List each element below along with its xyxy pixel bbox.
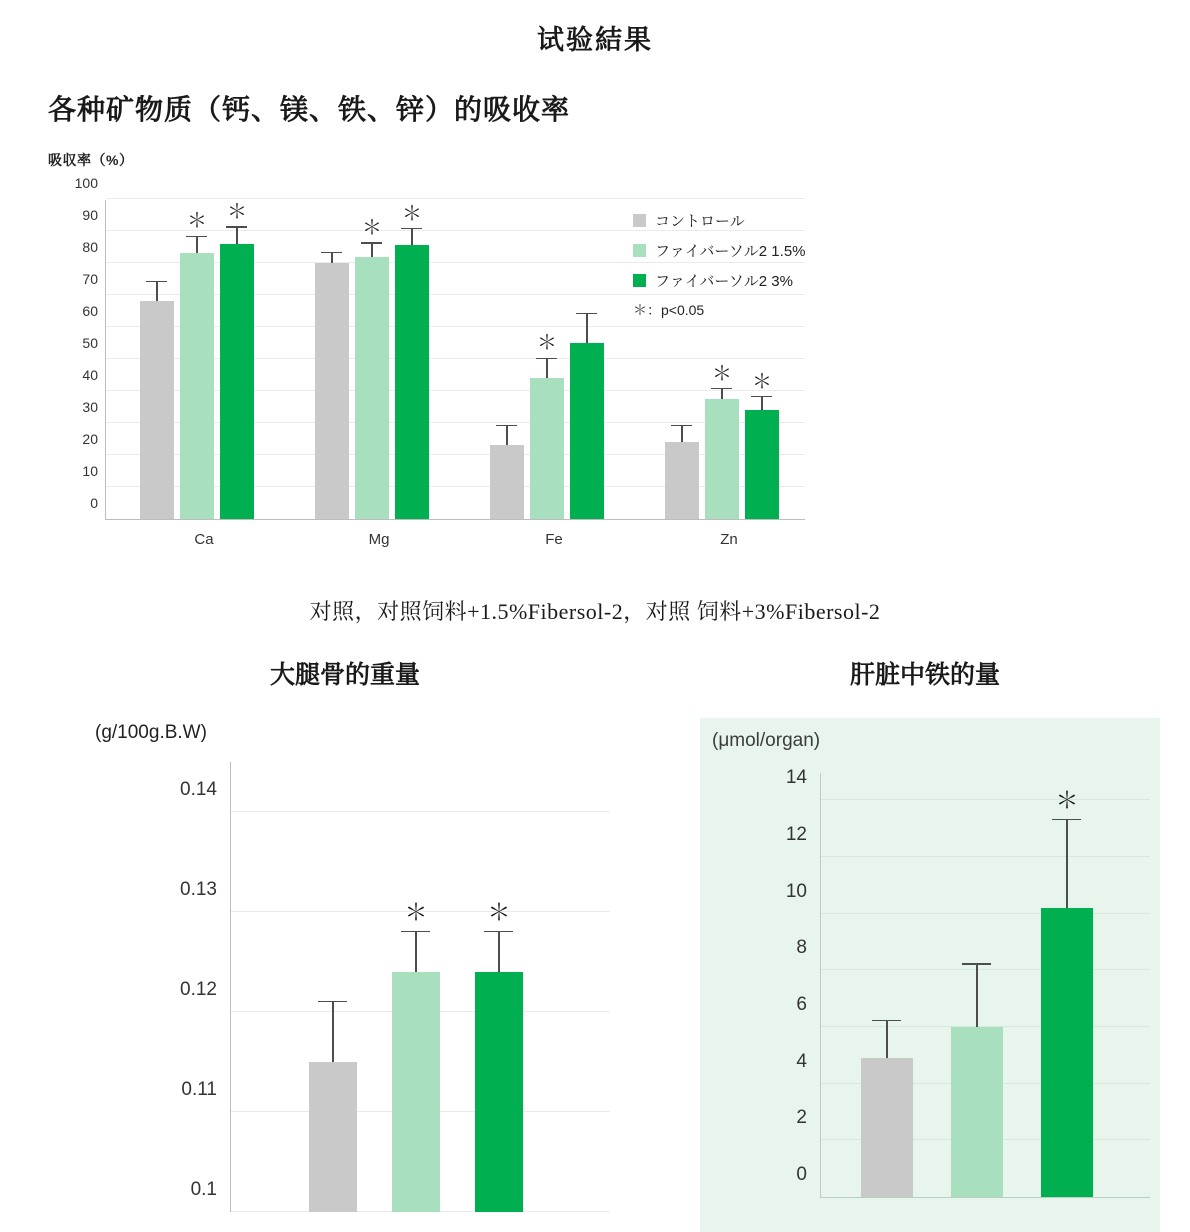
star-femur-15: ＊: [404, 899, 428, 925]
chart1-xtick-ca: Ca: [194, 531, 214, 548]
legend-item-15: [633, 240, 806, 261]
bar-fe-control: [490, 445, 524, 519]
bar-mg-15: [355, 257, 389, 519]
chart2-ytick: 0.12: [180, 979, 217, 1000]
legend-label: ファイバーソル2 3%: [655, 273, 793, 290]
chart1-xtick-zn: Zn: [720, 531, 738, 548]
chart3-ytick: 8: [796, 937, 807, 959]
star-fe-15: ＊: [537, 332, 557, 354]
star-ca-3: ＊: [227, 201, 247, 223]
section-title: 各种矿物质（钙、镁、铁、锌）的吸收率: [48, 94, 571, 125]
bar-fe-3: [570, 343, 604, 519]
chart1-ytick: 40: [82, 367, 98, 383]
chart2-y-axis-label: (g/100g.B.W): [95, 722, 207, 743]
femur-weight-chart: [60, 710, 600, 1232]
chart1-ytick: 100: [74, 175, 98, 191]
chart1-ytick: 30: [82, 399, 98, 415]
chart1-y-axis-label: 吸収率（%）: [48, 152, 134, 168]
legend-label: コントロール: [655, 213, 745, 230]
bar-ca-15: [180, 253, 214, 519]
chart3-plot-area: [785, 767, 1150, 1198]
chart1-ytick: 90: [82, 207, 98, 223]
star-liver-3: ＊: [1055, 787, 1079, 813]
bar-zn-control: [665, 442, 699, 519]
chart1-ytick: 80: [82, 239, 98, 255]
chart3-ytick: 6: [796, 994, 807, 1015]
bar-mg-control: [315, 263, 349, 519]
chart1-group-ca: [124, 200, 284, 548]
chart1-group-fe: [474, 200, 634, 548]
charts-caption: 对照，对照饲料+1.5%Fibersol-2，对照 饲料+3%Fibersol-2: [309, 599, 881, 624]
chart3-ytick: 0: [796, 1164, 807, 1185]
legend-item-control: [633, 210, 806, 231]
bar-femur-15: [392, 972, 440, 1212]
liver-iron-title: 肝脏中铁的量: [849, 661, 1000, 689]
chart2-ytick: 0.14: [180, 779, 217, 800]
bar-fe-15: [530, 378, 564, 519]
liver-iron-chart: [700, 718, 1160, 1232]
chart1-ytick: 50: [82, 335, 98, 351]
legend-item-3: [633, 270, 806, 291]
bar-ca-control: [140, 301, 174, 519]
bar-zn-3: [745, 410, 779, 519]
chart3-ytick: 14: [785, 767, 807, 789]
chart1-ytick: 60: [82, 303, 98, 319]
legend-swatch-icon: [633, 214, 646, 227]
chart1-ytick: 70: [82, 271, 98, 287]
chart1-xtick-mg: Mg: [368, 531, 390, 548]
bar-mg-3: [395, 245, 429, 519]
bar-liver-15: [951, 1027, 1003, 1197]
chart1-legend: [633, 210, 806, 320]
bar-liver-3: [1041, 908, 1093, 1197]
femur-weight-title: 大腿骨的重量: [269, 661, 420, 689]
chart3-ytick: 2: [796, 1107, 807, 1129]
bar-femur-3: [475, 972, 523, 1212]
chart3-ytick: 10: [785, 880, 807, 902]
star-femur-3: ＊: [487, 899, 511, 925]
chart2-ytick: 0.13: [180, 879, 217, 900]
star-zn-3: ＊: [752, 371, 772, 393]
star-zn-15: ＊: [712, 363, 732, 385]
chart1-ytick: 10: [82, 463, 98, 479]
star-ca-15: ＊: [187, 210, 207, 232]
bar-zn-15: [705, 399, 739, 519]
chart3-ytick: 12: [785, 824, 807, 845]
chart1-ytick: 20: [82, 431, 98, 447]
chart2-plot-area: [180, 762, 610, 1212]
bar-ca-3: [220, 244, 254, 519]
legend-label: ファイバーソル2 1.5%: [655, 243, 806, 260]
chart2-ytick: 0.1: [190, 1179, 217, 1200]
chart3-y-axis-label: (μmol/organ): [712, 730, 821, 751]
star-mg-15: ＊: [362, 217, 382, 239]
star-mg-3: ＊: [402, 203, 422, 225]
chart2-ytick: 0.11: [181, 1079, 217, 1100]
page-title: 试验結果: [537, 25, 653, 55]
legend-swatch-icon: [633, 274, 646, 287]
mineral-absorption-chart: [48, 150, 838, 560]
bar-liver-control: [861, 1058, 913, 1197]
chart1-group-mg: [299, 200, 459, 548]
significance-note: ＊：p<0.05: [633, 302, 705, 318]
bar-femur-control: [309, 1062, 357, 1212]
chart1-xtick-fe: Fe: [545, 531, 563, 548]
chart3-ytick: 4: [796, 1050, 807, 1072]
legend-swatch-icon: [633, 244, 646, 257]
chart1-ytick: 0: [90, 495, 98, 511]
